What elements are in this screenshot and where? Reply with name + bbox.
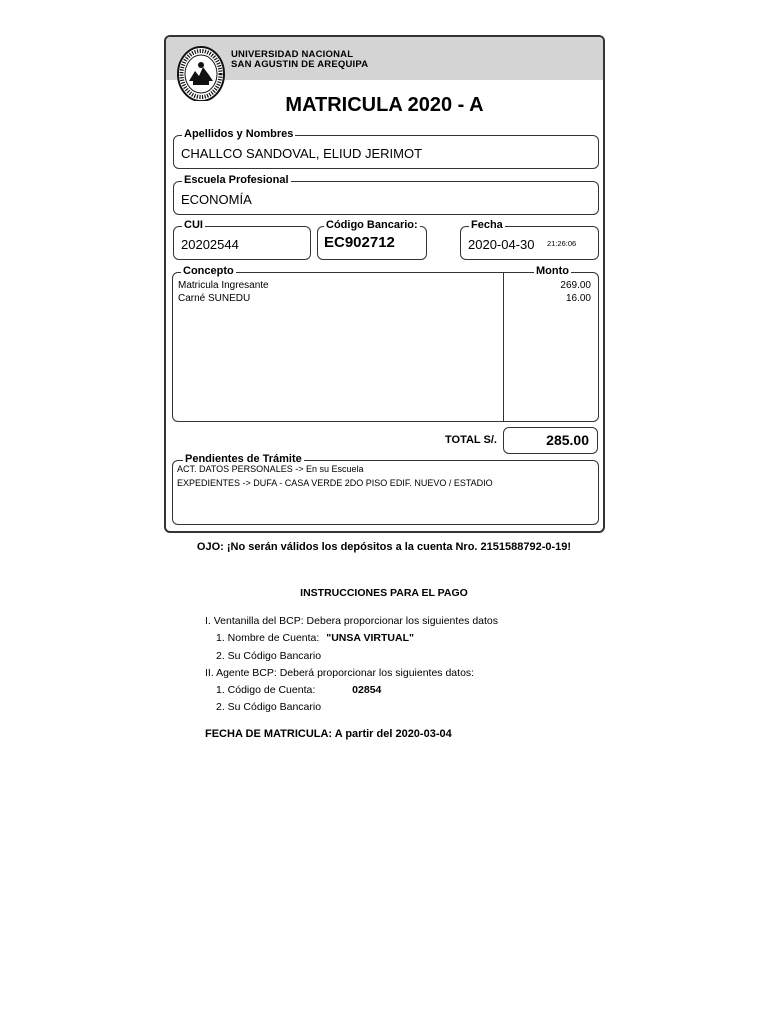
slip-title: MATRICULA 2020 - A — [285, 94, 484, 116]
pending-label: Pendientes de Trámite — [185, 453, 302, 465]
cui-label: CUI — [184, 219, 203, 231]
account-code-value: 02854 — [352, 684, 382, 696]
instruction-section-2: II. Agente BCP: Deberá proporcionar los siguientes datos: — [205, 667, 475, 679]
university-name: UNIVERSIDAD NACIONAL SAN AGUSTIN DE AREQUIPA — [231, 49, 369, 70]
bank-code-label: Código Bancario: — [326, 219, 418, 231]
instruction-item: 2. Su Código Bancario — [216, 650, 322, 662]
amount-label: Monto — [536, 265, 569, 277]
concept-label: Concepto — [183, 265, 234, 277]
enrollment-slip — [164, 35, 605, 533]
instruction-item — [216, 632, 414, 644]
school-box — [173, 174, 599, 215]
total-box — [503, 427, 598, 454]
charge-concept: Carné SUNEDU — [178, 293, 251, 304]
total-value: 285.00 — [546, 432, 589, 448]
instruction-item: 2. Su Código Bancario — [216, 701, 322, 713]
cui-value: 20202544 — [181, 237, 239, 252]
enrollment-date: FECHA DE MATRICULA: A partir del 2020-03-04 — [205, 728, 452, 740]
total-label: TOTAL S/. — [445, 434, 497, 446]
name-box — [173, 128, 599, 169]
instruction-section-1: I. Ventanilla del BCP: Debera proporcionar los siguientes datos — [205, 615, 499, 627]
instructions-title: INSTRUCCIONES PARA EL PAGO — [300, 587, 468, 599]
instruction-item-label: 1. Código de Cuenta: — [216, 684, 316, 696]
name-label: Apellidos y Nombres — [184, 128, 294, 140]
date-label: Fecha — [471, 219, 503, 231]
school-value: ECONOMÍA — [181, 192, 252, 207]
bank-code-value: EC902712 — [324, 234, 395, 251]
charges-box — [172, 265, 599, 422]
time-value: 21:26:06 — [547, 239, 577, 248]
warning-text: OJO: ¡No serán válidos los depósitos a la cuenta Nro. 2151588792-0-19! — [196, 541, 572, 553]
student-name: CHALLCO SANDOVAL, ELIUD JERIMOT — [181, 146, 423, 161]
charge-concept: Matricula Ingresante — [178, 280, 269, 291]
pending-box — [172, 453, 599, 525]
cui-box — [173, 219, 311, 260]
pending-item: ACT. DATOS PERSONALES -> En su Escuela — [177, 464, 364, 474]
date-box — [460, 219, 599, 260]
charge-row — [178, 279, 269, 292]
charge-row — [178, 292, 250, 305]
instruction-item — [216, 684, 381, 696]
school-label: Escuela Profesional — [184, 174, 289, 186]
bank-code-box — [317, 219, 427, 260]
charges-divider — [503, 273, 504, 421]
account-name-value: "UNSA VIRTUAL" — [326, 632, 414, 644]
pending-item: EXPEDIENTES -> DUFA - CASA VERDE 2DO PISO EDIF. NUEVO / ESTADIO — [177, 478, 493, 488]
university-seal-icon — [175, 41, 227, 101]
instruction-item-label: 1. Nombre de Cuenta: — [216, 632, 320, 644]
date-value: 2020-04-30 — [468, 237, 535, 252]
charge-amount: 16.00 — [565, 293, 591, 304]
charge-amount: 269.00 — [560, 280, 591, 291]
